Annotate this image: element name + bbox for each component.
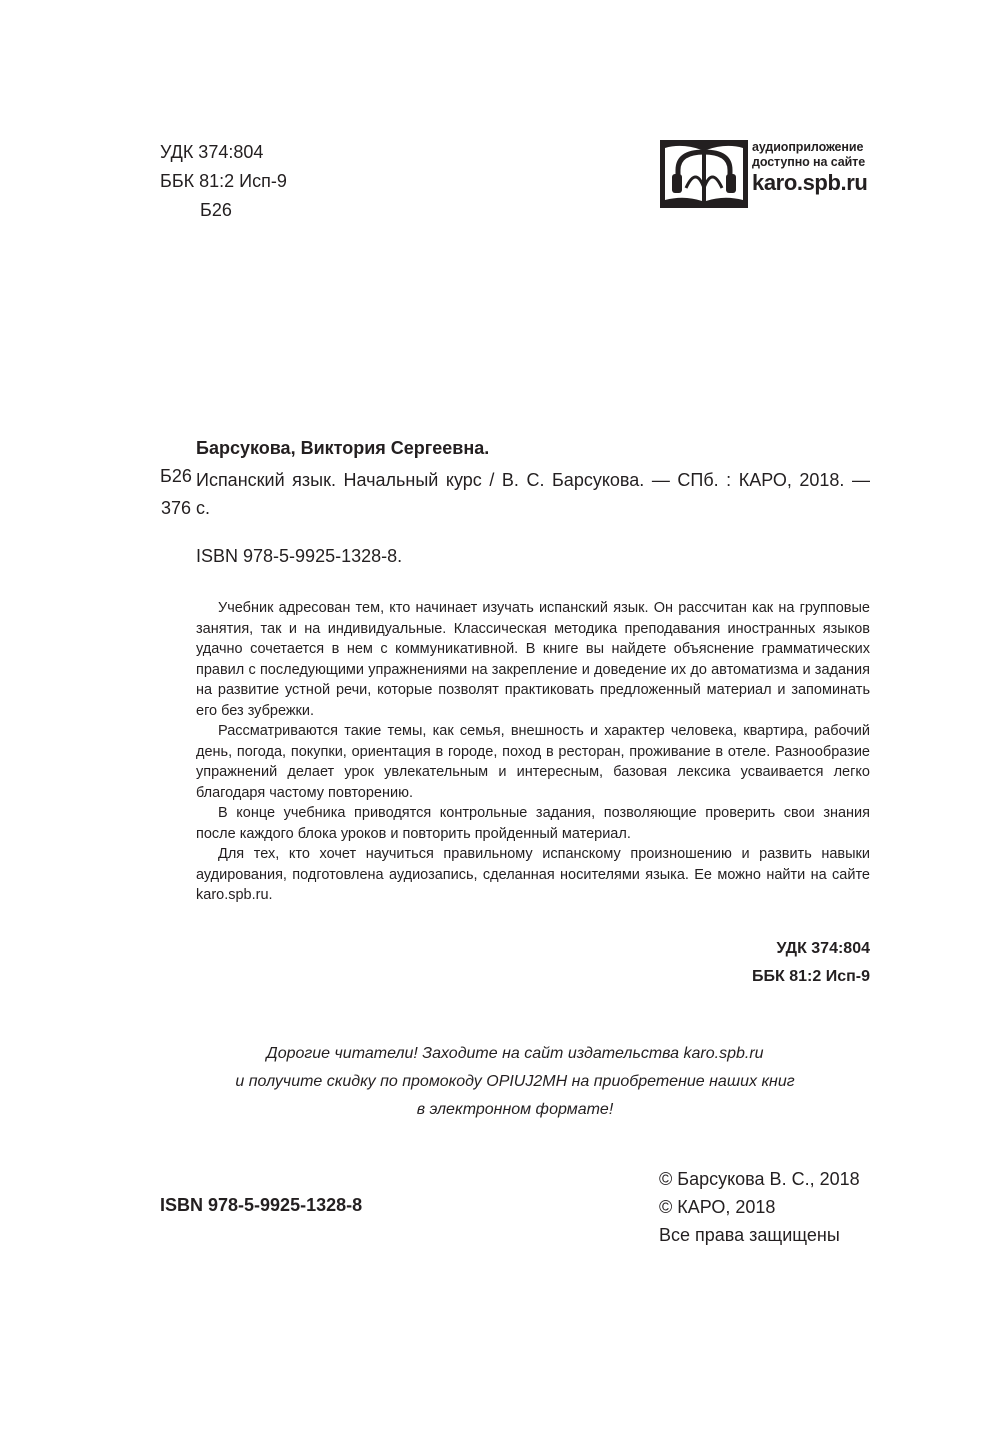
promo-line-1: Дорогие читатели! Заходите на сайт издательства karo.spb.ru: [266, 1045, 764, 1062]
udk-code-bottom: УДК 374:804: [776, 940, 870, 957]
promo-line-3: в электронном формате!: [416, 1101, 614, 1118]
book-headphones-icon: [660, 140, 748, 208]
bbk-code-bottom: ББК 81:2 Исп-9: [752, 968, 870, 985]
promo-line-2: и получите скидку по промокоду OPIUJ2MH на приобретение наших книг: [235, 1073, 795, 1090]
audio-badge-text: [752, 140, 867, 196]
annotation-paragraph: Учебник адресован тем, кто начинает изучать испанский язык. Он рассчитан как на групповые занятия, так и на индивидуальные. Классическая методика преподавания иностранных языков удачно сочетается в нем с коммуникативной. В книге вы найдете объяснение грамматических правил с последующими упражнениями на закрепление и доведение их до автоматизма и задания на развитие устной речи, которые позволят практиковать предложенный материал и запоминать его без зубрежки.: [196, 600, 870, 719]
author-name: Барсукова, Виктория Сергеевна.: [196, 438, 490, 458]
audio-line-2: доступно на сайте: [752, 155, 866, 169]
author-code: Б26: [200, 200, 232, 220]
bibliographic-text: Испанский язык. Начальный курс / В. С. Барсукова. — СПб. : КАРО, 2018. — 376 с.: [161, 470, 870, 518]
copyright-author: © Барсукова В. С., 2018: [659, 1169, 860, 1189]
audio-line-1: аудиоприложение: [752, 140, 864, 154]
isbn-line: ISBN 978-5-9925-1328-8.: [196, 546, 403, 566]
copyright-publisher: © КАРО, 2018: [659, 1197, 776, 1217]
record-code: Б26: [160, 466, 192, 486]
bbk-code: ББК 81:2 Исп-9: [160, 171, 287, 191]
annotation-paragraph: В конце учебника приводятся контрольные задания, позволяющие проверить свои знания после каждого блока уроков и повторить пройденный материал.: [196, 805, 870, 842]
annotation: [196, 598, 870, 906]
rights-reserved: Все права защищены: [659, 1225, 840, 1245]
copyright-block: [659, 1165, 860, 1249]
promo-message: [160, 1040, 870, 1124]
audio-app-badge: [660, 140, 872, 208]
annotation-paragraph: Для тех, кто хочет научиться правильному испанскому произношению и развить навыки аудирования, подготовлена аудиозапись, сделанная носителями языка. Ее можно найти на сайте karo.spb.ru.: [196, 846, 870, 903]
annotation-paragraph: Рассматриваются такие темы, как семья, внешность и характер человека, квартира, рабочий день, погода, покупки, ориентация в городе, поход в ресторан, проживание в отеле. Разнообразие упражнений делает урок увлекательным и интересным, базовая лексика усваивается легко благодаря частому повторению.: [196, 723, 870, 801]
udk-code: УДК 374:804: [160, 142, 264, 162]
isbn-bold: ISBN 978-5-9925-1328-8: [160, 1195, 363, 1215]
classification-block: [160, 138, 287, 225]
audio-site-link[interactable]: karo.spb.ru: [752, 170, 868, 195]
classification-bottom: [752, 935, 870, 991]
